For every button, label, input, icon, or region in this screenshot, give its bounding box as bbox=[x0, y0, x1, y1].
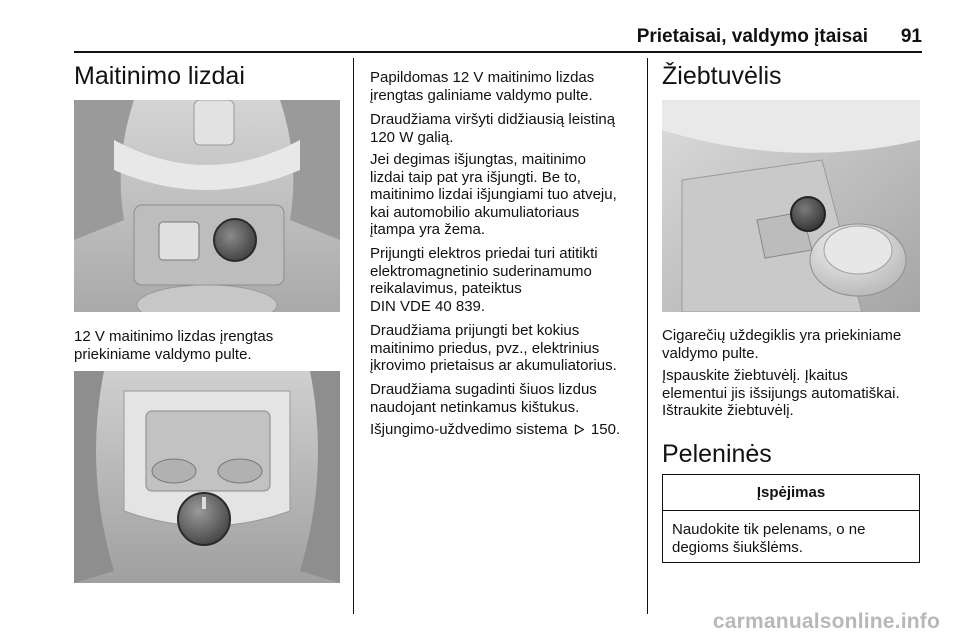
crossref-stop-start[interactable] bbox=[370, 421, 620, 439]
crossref-text: Išjungimo-uždvedimo sistema bbox=[370, 421, 568, 438]
page-number: 91 bbox=[900, 26, 922, 47]
running-header-title: Prietaisai, valdymo įtaisai bbox=[636, 26, 868, 47]
warning-title: Įspėjimas bbox=[756, 484, 826, 501]
paragraph-max-power: Draudžiama viršyti didžiausią leistiną 120 W galią. bbox=[370, 111, 616, 146]
warning-rule bbox=[663, 510, 919, 511]
section-heading-ashtrays: Peleninės bbox=[662, 440, 772, 468]
paragraph-lighter-location: Cigarečių uždegiklis yra priekiniame valdymo pulte. bbox=[662, 327, 902, 362]
column-divider-1 bbox=[353, 58, 354, 614]
front-outlet-photo bbox=[74, 100, 340, 312]
warning-box bbox=[662, 474, 920, 563]
column-divider-2 bbox=[647, 58, 648, 614]
header-rule bbox=[74, 51, 922, 53]
paragraph-no-charging: Draudžiama prijungti bet kokius maitinimo priedus, pvz., elektrinius įkrovimo prietaisus ar akumuliatorius. bbox=[370, 322, 617, 374]
paragraph-ignition-off: Jei degimas išjungtas, maitinimo lizdai taip pat yra išjungti. Be to, maitinimo lizdai išjungiami tuo atveju, kai automobilio akumuliatoriaus įtampa yra žema. bbox=[370, 151, 617, 238]
cigarette-lighter-photo bbox=[662, 100, 920, 312]
paragraph-rear-outlet: Papildomas 12 V maitinimo lizdas įrengtas galiniame valdymo pulte. bbox=[370, 69, 595, 104]
paragraph-emc: Prijungti elektros priedai turi atitikti elektromagnetinio suderinamumo reikalavimus, pateiktus DIN VDE 40 839. bbox=[370, 245, 598, 315]
paragraph-no-damage: Draudžiama sugadinti šiuos lizdus naudojant netinkamus kištukus. bbox=[370, 381, 597, 416]
rear-outlet-photo bbox=[74, 371, 340, 583]
photo-caption-front-outlet: 12 V maitinimo lizdas įrengtas priekiniame valdymo pulte. bbox=[74, 328, 274, 363]
arrow-right-icon bbox=[574, 424, 585, 435]
section-heading-power-outlets: Maitinimo lizdai bbox=[74, 62, 245, 90]
paragraph-lighter-usage: Įspauskite žiebtuvėlį. Įkaitus elementui jis išsijungs automatiškai. Ištraukite žiebtuvėlį. bbox=[662, 367, 900, 419]
section-heading-cigarette-lighter: Žiebtuvėlis bbox=[662, 62, 782, 90]
watermark: carmanualsonline.info bbox=[712, 610, 940, 633]
warning-text: Naudokite tik pelenams, o ne degioms šiukšlėms. bbox=[672, 521, 866, 556]
crossref-page: 150. bbox=[590, 421, 621, 438]
